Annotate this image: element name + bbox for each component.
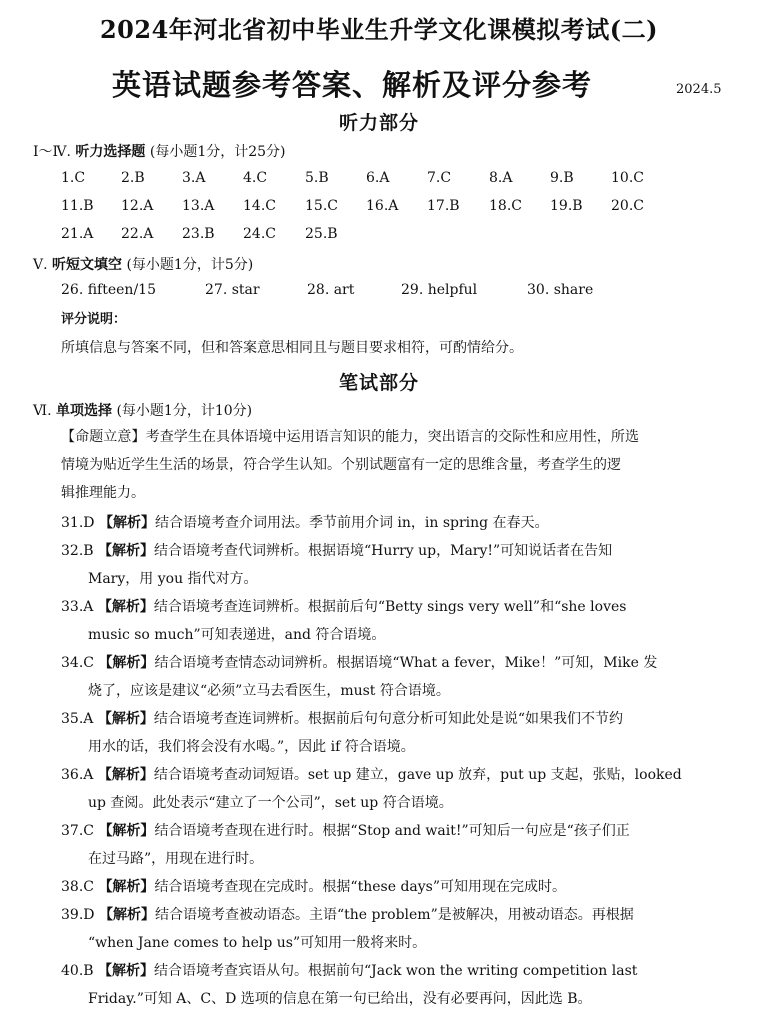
part1-roman: Ⅰ～Ⅳ. [33,144,71,160]
answer-cell: 25.B [305,226,338,242]
item-number: 39.D [61,907,95,923]
item-text: 结合语境考查介词用法。季节前用介词 in，in spring 在春天。 [154,515,549,531]
answer-item [61,873,725,901]
intent-line-3: 辑推理能力。 [61,485,145,501]
answer-30: 30. share [527,282,594,298]
item-text: 结合语境考查宾语从句。根据前句“Jack won the writing competition last [154,963,638,979]
answer-item [61,649,725,677]
analysis-tag: 【解析】 [98,879,155,895]
answer-item [61,957,725,985]
document-subtitle: 英语试题参考答案、解析及评分参考 [112,68,593,102]
item-number: 31.D [61,515,95,531]
answer-cell: 1.C [61,170,86,186]
item-text: 结合语境考查动词短语。set up 建立，gave up 放弃，put up 支起，张贴，looked [153,767,682,783]
answer-28: 28. art [307,282,355,298]
answer-item [61,509,725,537]
answer-cell: 21.A [61,226,94,242]
analysis-tag: 【解析】 [97,711,154,727]
part1-note: (每小题1分，计25分) [149,144,286,160]
item-number: 35.A [61,711,94,727]
item-number: 40.B [61,963,94,979]
listening-section-title: 听力部分 [338,112,419,134]
analysis-tag: 【解析】 [98,963,155,979]
part2-heading [33,254,253,274]
part6-heading [33,400,252,420]
item-text-continued: “when Jane comes to help us”可知用一般将来时。 [88,935,427,951]
part1-heading [33,141,286,161]
item-text: 结合语境考查连词辨析。根据前后句句意分析可知此处是说“如果我们不节约 [153,711,623,727]
part6-note: (每小题1分，计10分) [116,403,253,419]
answer-cell: 19.B [550,198,583,214]
answer-item [61,593,725,621]
item-text-continued: Friday.”可知 A、C、D 选项的信息在第一句已给出，没有必要再问，因此选 B。 [88,991,592,1007]
item-text-continued: 用水的话，我们将会没有水喝。”，因此 if 符合语境。 [88,739,415,755]
answer-item [61,761,725,789]
analysis-tag: 【解析】 [97,599,154,615]
answer-row [61,170,741,192]
item-text: 结合语境考查连词辨析。根据前后句“Betty sings very well”和“she loves [153,599,627,615]
item-text-continued: up 查阅。此处表示“建立了一个公司”，set up 符合语境。 [88,795,453,811]
answer-27: 27. star [205,282,260,298]
answer-cell: 17.B [427,198,460,214]
answer-item [61,705,725,733]
item-text: 结合语境考查被动语态。主语“the problem”是被解决，用被动语态。再根据 [154,907,634,923]
part6-roman: Ⅵ. [33,403,52,419]
intent-line-1: 【命题立意】考查学生在具体语境中运用语言知识的能力，突出语言的交际性和应用性，所选 [61,429,640,445]
answer-cell: 6.A [366,170,390,186]
analysis-tag: 【解析】 [98,515,155,531]
intent-line-2: 情境为贴近学生生活的场景，符合学生认知。个别试题富有一定的思维含量，考查学生的逻 [61,457,621,473]
document-date: 2024.5 [676,82,722,97]
part2-name: 听短文填空 [52,257,123,273]
part2-answers [61,282,741,304]
item-number: 34.C [61,655,94,671]
answer-cell: 22.A [121,226,154,242]
analysis-tag: 【解析】 [98,543,155,559]
answer-item [61,901,725,929]
item-text-continued: 烧了，应该是建议“必须”立马去看医生，must 符合语境。 [88,683,450,699]
answer-row [61,198,741,220]
part2-roman: Ⅴ. [33,257,48,273]
item-text: 结合语境考查现在进行时。根据“Stop and wait!”可知后一句应是“孩子们正 [154,823,630,839]
answer-cell: 9.B [550,170,574,186]
answer-cell: 7.C [427,170,452,186]
analysis-tag: 【解析】 [97,767,154,783]
answer-item [61,537,725,565]
item-text-continued: 在过马路”，用现在进行时。 [88,851,264,867]
answer-26: 26. fifteen/15 [61,282,156,298]
answer-cell: 12.A [121,198,154,214]
scoring-text: 所填信息与答案不同，但和答案意思相同且与题目要求相符，可酌情给分。 [61,340,523,356]
item-number: 37.C [61,823,94,839]
answer-item [61,817,725,845]
item-text-continued: music so much”可知表递进，and 符合语境。 [88,627,386,643]
answer-29: 29. helpful [401,282,478,298]
answer-cell: 5.B [305,170,329,186]
part1-name: 听力选择题 [75,144,146,160]
answer-cell: 14.C [243,198,276,214]
item-text-continued: Mary，用 you 指代对方。 [88,571,258,587]
answer-cell: 15.C [305,198,338,214]
item-number: 38.C [61,879,94,895]
document-title: 2024年河北省初中毕业生升学文化课模拟考试(二) [99,15,658,44]
analysis-tag: 【解析】 [98,823,155,839]
written-section-title: 笔试部分 [338,372,419,394]
answer-cell: 11.B [61,198,94,214]
item-text: 结合语境考查情态动词辨析。根据语境“What a fever，Mike！”可知，Mike 发 [154,655,658,671]
item-text: 结合语境考查代词辨析。根据语境“Hurry up，Mary!”可知说话者在告知 [154,543,613,559]
answer-cell: 8.A [489,170,513,186]
answer-cell: 2.B [121,170,145,186]
answer-cell: 4.C [243,170,268,186]
part6-name: 单项选择 [56,403,112,419]
item-number: 33.A [61,599,94,615]
answer-row [61,226,741,248]
answer-cell: 20.C [611,198,644,214]
item-text: 结合语境考查现在完成时。根据“these days”可知用现在完成时。 [154,879,567,895]
answer-cell: 10.C [611,170,644,186]
answer-cell: 3.A [182,170,206,186]
answer-cell: 24.C [243,226,276,242]
item-number: 32.B [61,543,94,559]
answer-cell: 18.C [489,198,522,214]
item-number: 36.A [61,767,94,783]
answer-cell: 23.B [182,226,215,242]
part2-note: (每小题1分，计5分) [126,257,254,273]
analysis-tag: 【解析】 [98,655,155,671]
analysis-tag: 【解析】 [98,907,155,923]
scoring-label: 评分说明： [61,312,127,327]
answer-cell: 16.A [366,198,399,214]
answer-cell: 13.A [182,198,215,214]
